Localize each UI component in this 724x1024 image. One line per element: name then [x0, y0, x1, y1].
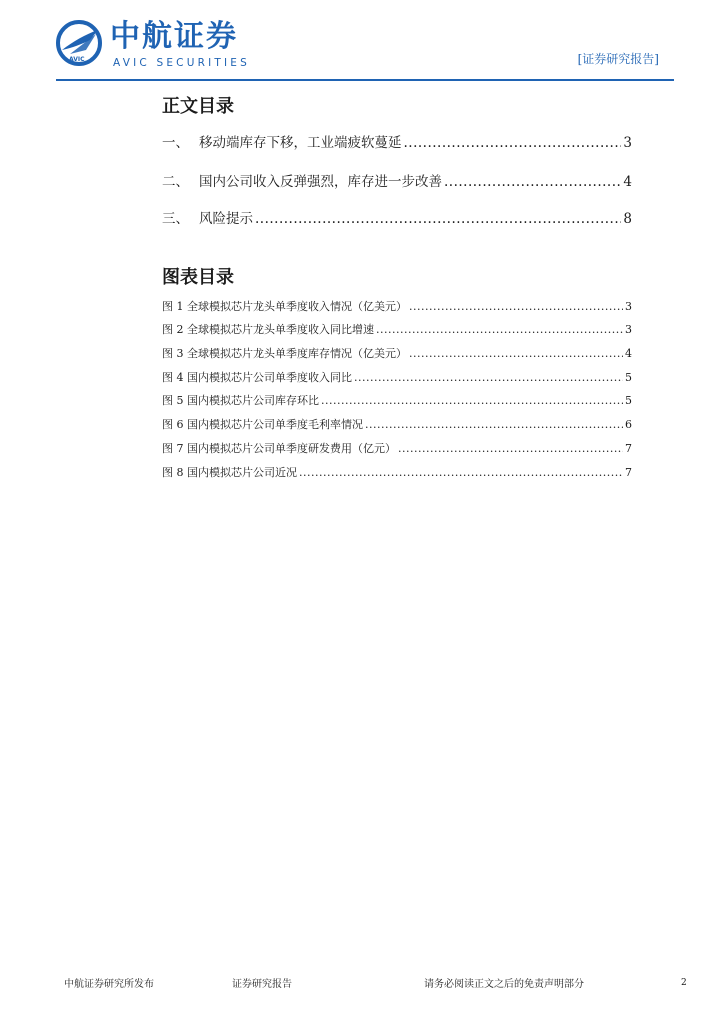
dot-leader: [404, 135, 622, 151]
figure-item-page: 6: [625, 418, 632, 431]
report-type-tag: [证券研究报告]: [577, 52, 659, 66]
footer-disclaimer: 请务必阅读正文之后的免责声明部分: [424, 979, 584, 990]
avic-logo-icon: [56, 20, 102, 66]
figure-item-8[interactable]: [162, 464, 632, 480]
toc-item-number: 一、: [162, 135, 189, 151]
header-divider: [56, 79, 674, 81]
figure-item-label: 图 7 国内模拟芯片公司单季度研发费用（亿元）: [162, 442, 396, 455]
toc-item-3[interactable]: [162, 207, 632, 227]
figure-item-label: 图 6 国内模拟芯片公司单季度毛利率情况: [162, 418, 363, 431]
figure-item-label: 图 8 国内模拟芯片公司近况: [162, 466, 297, 479]
figure-item-2[interactable]: [162, 321, 632, 337]
dot-leader: [409, 300, 623, 313]
figure-item-5[interactable]: [162, 392, 632, 408]
logo-text: AVIC: [69, 56, 85, 63]
toc-item-2[interactable]: [162, 170, 632, 190]
dot-leader: [444, 174, 621, 190]
figure-item-6[interactable]: [162, 416, 632, 432]
figure-item-label: 图 3 全球模拟芯片龙头单季度库存情况（亿美元）: [162, 347, 407, 360]
figure-item-page: 3: [625, 323, 632, 336]
figure-item-4[interactable]: [162, 369, 632, 385]
figure-item-label: 图 5 国内模拟芯片公司库存环比: [162, 394, 319, 407]
figure-item-page: 4: [625, 347, 632, 360]
footer-report-type: 证券研究报告: [232, 979, 292, 990]
figure-item-7[interactable]: [162, 440, 632, 456]
footer-publisher: 中航证券研究所发布: [64, 979, 154, 990]
dot-leader: [376, 323, 623, 336]
figure-item-label: 图 2 全球模拟芯片龙头单季度收入同比增速: [162, 323, 374, 336]
figure-item-page: 7: [625, 466, 632, 479]
toc-item-number: 二、: [162, 174, 189, 190]
figure-item-1[interactable]: [162, 298, 632, 314]
figure-item-label: 图 4 国内模拟芯片公司单季度收入同比: [162, 371, 352, 384]
page-number: 2: [681, 978, 687, 988]
toc-item-page: 3: [623, 135, 632, 151]
toc-item-label: 风险提示: [199, 211, 253, 227]
page-header: [0, 0, 724, 82]
toc-item-label: 国内公司收入反弹强烈，库存进一步改善: [199, 174, 442, 190]
toc-item-page: 8: [623, 211, 632, 227]
dot-leader: [409, 347, 623, 360]
dot-leader: [365, 418, 623, 431]
figure-item-page: 3: [625, 300, 632, 313]
figure-item-label: 图 1 全球模拟芯片龙头单季度收入情况（亿美元）: [162, 300, 407, 313]
brand-name-chinese: 中航证券: [110, 19, 238, 54]
figure-item-page: 7: [625, 442, 632, 455]
figures-title: 图表目录: [162, 267, 234, 288]
dot-leader: [398, 442, 623, 455]
brand-name-english: AVIC SECURITIES: [113, 57, 250, 69]
dot-leader: [354, 371, 623, 384]
dot-leader: [299, 466, 623, 479]
dot-leader: [321, 394, 623, 407]
figure-item-page: 5: [625, 394, 632, 407]
figure-item-page: 5: [625, 371, 632, 384]
figure-item-3[interactable]: [162, 345, 632, 361]
toc-title: 正文目录: [162, 96, 234, 117]
toc-item-number: 三、: [162, 211, 189, 227]
toc-item-1[interactable]: [162, 131, 632, 151]
toc-item-page: 4: [623, 174, 632, 190]
toc-item-label: 移动端库存下移，工业端疲软蔓延: [199, 135, 402, 151]
dot-leader: [255, 211, 621, 227]
